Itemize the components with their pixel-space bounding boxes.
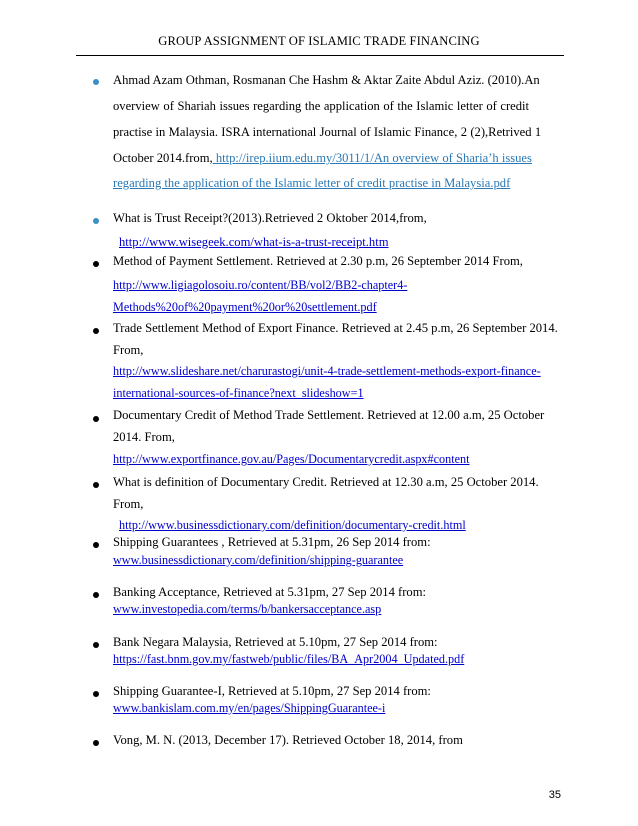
reference-link[interactable]: Methods%20of%20payment%20or%20settlement.pdf — [113, 300, 377, 314]
reference-text: Ahmad Azam Othman, Rosmanan Che Hashm & Aktar Zaite Abdul Aziz. (2010).An — [113, 73, 540, 87]
page-number: 35 — [548, 789, 561, 801]
reference-link[interactable]: http://www.wisegeek.com/what-is-a-trust-receipt.htm — [119, 235, 389, 249]
reference-text: Shipping Guarantees , Retrieved at 5.31pm, 26 Sep 2014 from: — [113, 535, 431, 549]
reference-link[interactable]: international-sources-of-finance?next_slideshow=1 — [113, 386, 364, 400]
bullet-icon — [93, 592, 99, 598]
reference-text: What is Trust Receipt?(2013).Retrieved 2 Oktober 2014,from, — [113, 211, 427, 225]
reference-text: From, — [113, 343, 144, 357]
bullet-icon — [93, 328, 99, 334]
reference-link[interactable]: http://www.exportfinance.gov.au/Pages/Documentarycredit.aspx#content — [113, 452, 470, 466]
bullet-icon — [93, 79, 99, 85]
reference-text: Trade Settlement Method of Export Finance. Retrieved at 2.45 p.m, 26 September 2014. — [113, 321, 558, 335]
bullet-icon — [93, 542, 99, 548]
bullet-icon — [93, 642, 99, 648]
bullet-icon — [93, 261, 99, 267]
reference-link[interactable]: www.bankislam.com.my/en/pages/ShippingGuarantee-i — [113, 701, 386, 715]
reference-text: What is definition of Documentary Credit. Retrieved at 12.30 a.m, 25 October 2014. — [113, 475, 539, 489]
reference-text: Bank Negara Malaysia, Retrieved at 5.10pm, 27 Sep 2014 from: — [113, 635, 438, 649]
reference-text: Vong, M. N. (2013, December 17). Retrieved October 18, 2014, from — [113, 733, 463, 747]
reference-text: practise in Malaysia. ISRA international Journal of Islamic Finance, 2 (2),Retrived 1 — [113, 125, 542, 139]
reference-text: Banking Acceptance, Retrieved at 5.31pm, 27 Sep 2014 from: — [113, 585, 427, 599]
reference-text: 2014. From, — [113, 430, 175, 444]
reference-text: overview of Shariah issues regarding the application of the Islamic letter of credit — [113, 99, 530, 113]
reference-text: Documentary Credit of Method Trade Settlement. Retrieved at 12.00 a.m, 25 October — [113, 408, 545, 422]
bullet-icon — [93, 416, 99, 422]
reference-text: From, — [113, 497, 144, 511]
bullet-icon — [93, 740, 99, 746]
reference-link[interactable]: www.businessdictionary.com/definition/shipping-guarantee — [113, 553, 404, 567]
bullet-icon — [93, 691, 99, 697]
reference-link[interactable]: http://irep.iium.edu.my/3011/1/An overview of Sharia’h issues — [212, 151, 532, 165]
reference-link[interactable]: https://fast.bnm.gov.my/fastweb/public/files/BA_Apr2004_Updated.pdf — [113, 652, 465, 666]
header-rule — [76, 55, 564, 56]
reference-link[interactable]: www.investopedia.com/terms/b/bankersacceptance.asp — [113, 602, 382, 616]
page-header: GROUP ASSIGNMENT OF ISLAMIC TRADE FINANCING — [158, 34, 480, 48]
bullet-icon — [93, 482, 99, 488]
reference-link[interactable]: regarding the application of the — [113, 176, 275, 190]
reference-text: October 2014.from, — [113, 151, 213, 165]
reference-text: Shipping Guarantee-I, Retrieved at 5.10pm, 27 Sep 2014 from: — [113, 684, 431, 698]
reference-line — [113, 176, 510, 191]
reference-line — [113, 151, 532, 166]
reference-link[interactable]: http://www.slideshare.net/charurastogi/unit-4-trade-settlement-methods-export-finance- — [113, 364, 541, 378]
reference-link[interactable]: http://www.businessdictionary.com/definition/documentary-credit.html — [119, 518, 466, 532]
bullet-icon — [93, 218, 99, 224]
reference-link[interactable]: http://www.ligiagolosoiu.ro/content/BB/vol2/BB2-chapter4- — [113, 278, 408, 292]
reference-link[interactable]: Islamic letter of credit practise in Malaysia.pdf — [274, 176, 511, 190]
reference-text: Method of Payment Settlement. Retrieved at 2.30 p.m, 26 September 2014 From, — [113, 254, 523, 268]
